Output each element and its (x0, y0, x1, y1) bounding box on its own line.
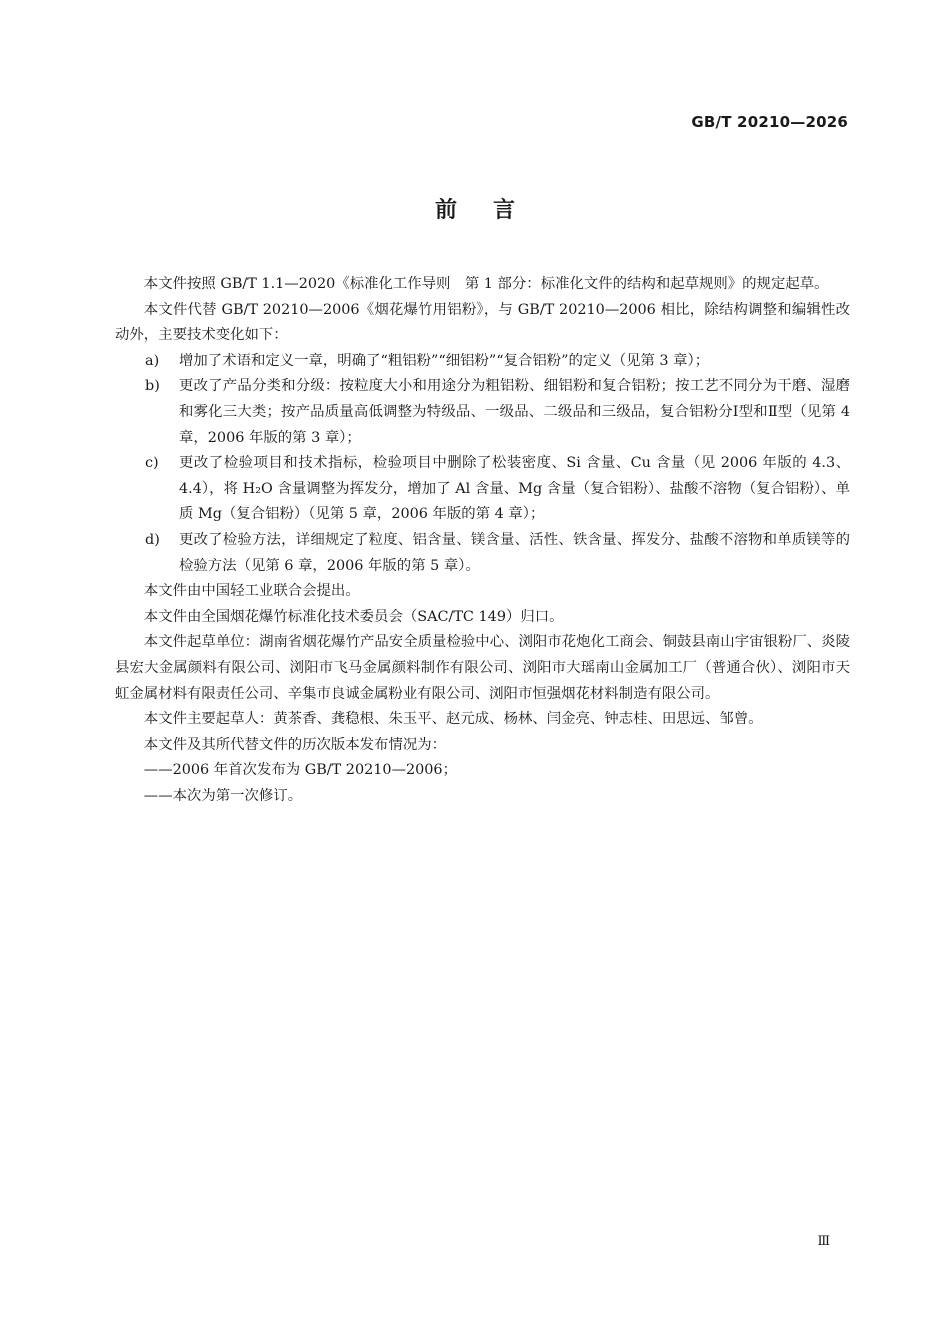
paragraph: 本文件主要起草人：黄茶香、龚稳根、朱玉平、赵元成、杨林、闫金亮、钟志桂、田思远、邹曾。 (143, 711, 763, 728)
paragraph: 本文件起草单位：湖南省烟花爆竹产品安全质量检验中心、浏阳市花炮化工商会、铜鼓县南山宇宙银粉厂、炎陵县宏大金属颜料有限公司、浏阳市飞马金属颜料制作有限公司、浏阳市大瑶南山金属加工厂（普通合伙）、浏阳市天虹金属材料有限责任公司、辛集市良诚金属粉业有限公司、浏阳市恒强烟花材料制造有限公司。 (115, 634, 850, 702)
page-title: 前言 (434, 198, 551, 223)
list-item-text: 更改了检验方法，详细规定了粒度、铝含量、镁含量、活性、铁含量、挥发分、盐酸不溶物和单质镁等的检验方法（见第 6 章，2006 年版的第 5 章）。 (179, 531, 850, 574)
list-item-text: 增加了术语和定义一章，明确了“粗铝粉”“细铝粉”“复合铝粉”的定义（见第 3 章）； (179, 352, 710, 369)
list-marker: b) (145, 378, 160, 395)
preface-body (115, 272, 850, 809)
page-number: Ⅲ (817, 1234, 830, 1249)
standard-code: GB/T 20210—2026 (691, 113, 848, 131)
history-entry: ——本次为第一次修订。 (143, 787, 303, 804)
history-entry: ——2006 年首次发布为 GB/T 20210—2006； (143, 762, 457, 779)
list-item-text: 更改了检验项目和技术指标，检验项目中删除了松装密度、Si 含量、Cu 含量（见 2006 年版的 4.3、4.4），将 H₂O 含量调整为挥发分，增加了 Al 含量、Mg 含量（复合铝粉）、盐酸不溶物（复合铝粉）、单质 Mg（复合铝粉）（见第 5 章，2006 年版的第 4 章）； (179, 455, 850, 523)
change-item (115, 451, 850, 528)
list-item-text: 更改了产品分类和分级：按粒度大小和用途分为粗铝粉、细铝粉和复合铝粉；按工艺不同分为干磨、湿磨和雾化三大类；按产品质量高低调整为特级品、一级品、二级品和三级品，复合铝粉分Ⅰ型和Ⅱ型（见第 4 章，2006 年版的第 3 章）； (179, 378, 850, 446)
paragraph: 本文件由全国烟花爆竹标准化技术委员会（SAC/TC 149）归口。 (143, 608, 564, 625)
change-item (115, 528, 850, 579)
list-marker: c) (145, 455, 159, 472)
change-item (115, 374, 850, 451)
list-marker: d) (145, 531, 160, 548)
paragraph: 本文件及其所代替文件的历次版本发布情况为： (143, 736, 447, 753)
paragraph: 本文件按照 GB/T 1.1—2020《标准化工作导则 第 1 部分：标准化文件的结构和起草规则》的规定起草。 (143, 276, 829, 292)
paragraph: 本文件代替 GB/T 20210—2006《烟花爆竹用铝粉》，与 GB/T 20210—2006 相比，除结构调整和编辑性改动外，主要技术变化如下： (115, 301, 850, 344)
change-item (115, 349, 850, 375)
paragraph: 本文件由中国轻工业联合会提出。 (143, 583, 360, 600)
list-marker: a) (145, 352, 160, 369)
